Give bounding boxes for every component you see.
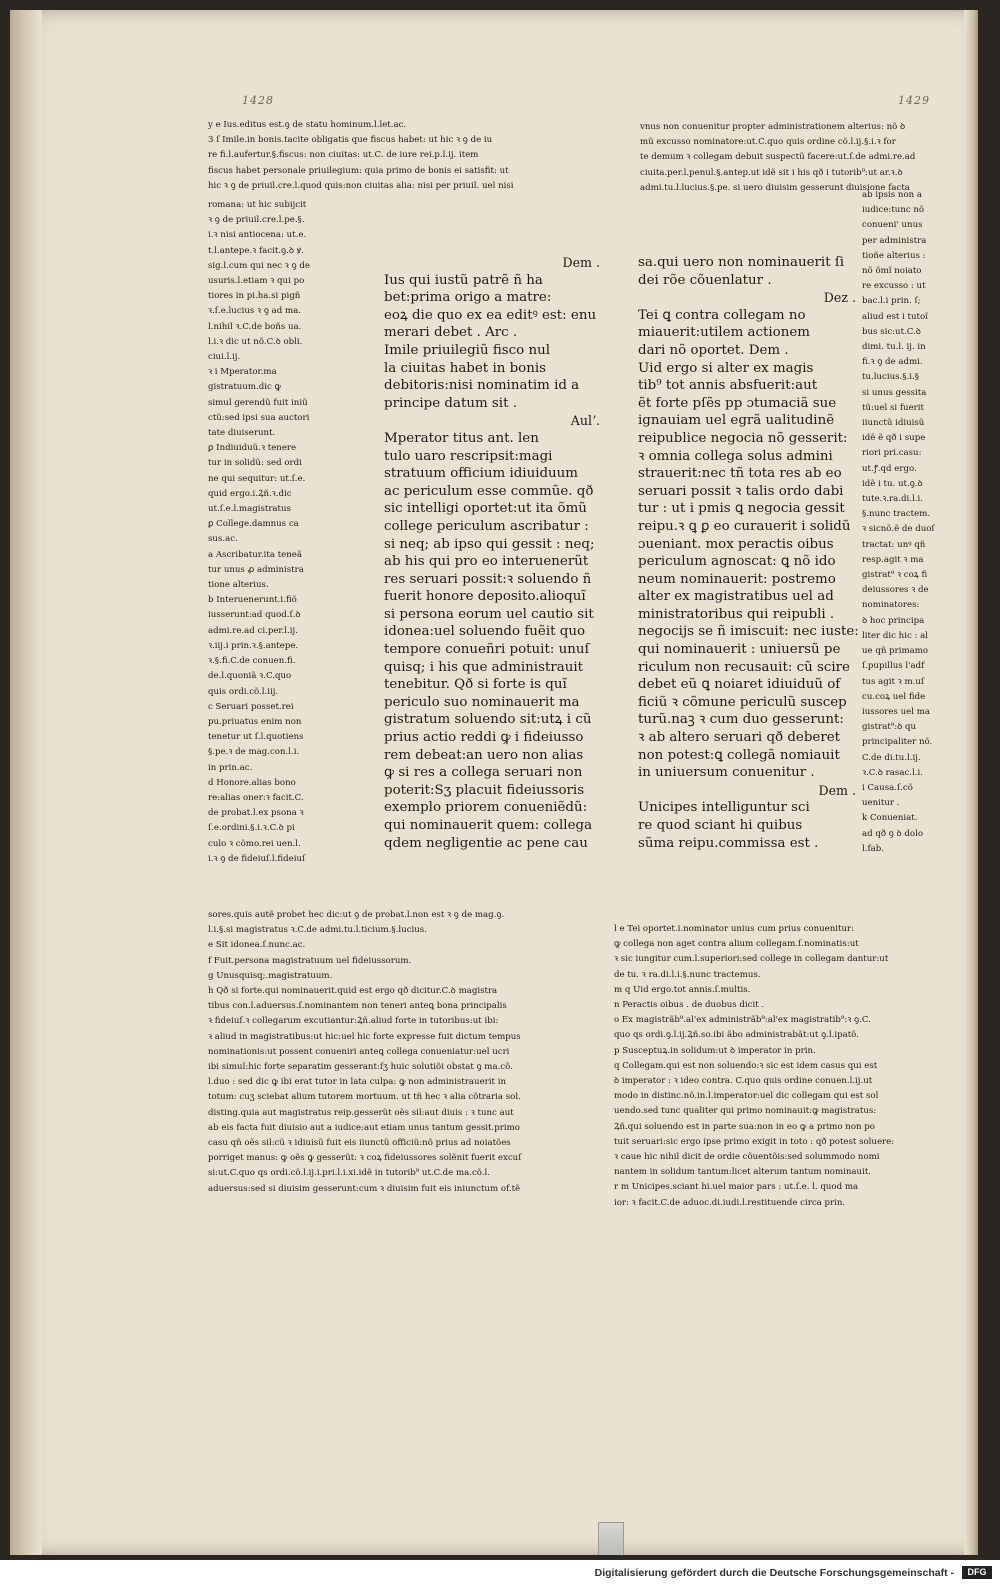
gloss-line: mũ excusso nominatore:ut.C.quo quis ordine cõ.l.ij.§.i.ꝛ for [640,137,896,148]
gloss-line: ꝑ Indiuiduũ.ꝛ tenere [208,443,297,454]
gloss-line: ut.ſ.e.l.magistratus [208,504,291,515]
gloss-line: tur in solidũ: sed ordi [208,458,302,469]
gloss-line: §.nunc tractem. [862,509,931,520]
gloss-line: ue qñ primamo [862,646,929,657]
gloss-line: ꝛ.iij.i prin.ꝛ.§.antepe. [208,640,299,651]
gloss-line: gistrat⁹:ꝺ qu [862,722,917,733]
gloss-line: conueni' unus [862,220,923,231]
gloss-line: ciui.l.ij. [208,352,241,363]
gloss-line: si unus gessita [862,387,927,398]
gloss-line: culo ꝛ cõmo.rei uen.l. [208,838,301,849]
gloss-line: in prin.ac. [208,762,253,773]
text-line: periculo suo nominauerit ma [384,694,580,710]
gloss-line: hic ꝛ ꝯ de priuil.cre.l.quod quis:non ciuitas alia: nisi per priuil. uel nisi [208,180,514,191]
text-line: tulo uaro rescripsit:magi [384,448,553,464]
gloss-line: nominatores: [862,600,920,611]
gloss-line: iudice:tunc nõ [862,205,925,216]
gloss-line: re:alias oner:ꝛ facit.C. [208,792,304,803]
gloss-line: ibi simul:hic forte separatim gesserant:ſʒ huic solutiõi obstat ꝯ ma.cõ. [208,1062,513,1073]
gloss-line: b Interuenerunt.i.fiõ [208,595,297,606]
text-line: debitoris:nisi nominatim id a [384,378,580,394]
text-line: ẽt forte pſẽs pp ɔtumaciã sue [638,395,837,411]
gloss-line: h Qð si forte.qui nominauerit.quid est ergo qð dicitur.C.ꝺ magistra [208,986,498,997]
text-line: ministratoribus qui reipubli . [638,606,835,622]
text-line: tempore conueñri potuit: unuſ [384,642,590,658]
gloss-line: ꝛ ꝯ de priuil.cre.l.pe.§. [208,215,305,226]
gloss-line: quid ergo.i.Ꝝñ.ꝛ.dic [208,488,292,499]
gloss-line: re fi.l.aufertur.§.fiscus: non ciuitas: ut.C. de iure rei.p.l.ij. item [208,150,479,161]
gloss-line: riori pri.casu: [862,448,922,459]
gloss-line: dimi. tu.l. ij. in [862,342,926,353]
gloss-line: per administra [862,235,927,246]
gloss-line: i Causa.ſ.cõ [862,782,913,793]
folio-number-left: 1428 [242,94,274,107]
text-line: negocijs se ñ imiscuit: nec iuste: [638,624,859,640]
text-line: sic intelligi oportet:ut ita õmũ [384,501,587,517]
gloss-line: ꝛ sicnõ.ẽ de duoſ [862,524,935,535]
gloss-line: simul gerendũ fuit iniũ [208,397,308,408]
gloss-line: principaliter nõ. [862,737,933,748]
text-line: gistratum soluendo sit:utꝝ i cũ [384,712,592,728]
text-line: re quod sciant hi quibus [638,818,803,833]
gloss-line: uenitur . [862,798,900,809]
text-line: Ius qui iustũ patrẽ ñ ha [384,272,543,288]
text-line: idonea:uel soluendo fuẽit quo [384,624,586,640]
gloss-line: disting.quia aut magistratus reip.gesserũt oẽs sil:aut diuis : ꝛ tunc aut [208,1107,514,1118]
text-line: tenebitur. Qð si forte is quĩ [384,677,567,693]
gloss-line: l.i.§.si magistratus ꝛ.C.de admi.tu.l.ticium.§.lucius. [208,925,427,936]
gloss-line: resp.agit ꝛ ma [862,554,924,565]
gloss-top-left [208,118,620,194]
text-line: eoꝝ die quo ex ea editꝰ est: enu [384,307,597,323]
page-gutter-shadow [964,10,978,1555]
gloss-line: Ꝝñ.qui soluendo est in parte sua:non in eo ꝙ a primo non po [614,1121,875,1132]
gloss-line: admi.re.ad ci.per.l.ij. [208,625,298,636]
gloss-bottom-right [614,922,962,1211]
gloss-line: usuris.l.etiam ꝛ qui po [208,276,305,287]
text-line: reipu.ꝛ ꝗ ꝑ eo curauerit i solidũ [638,518,851,534]
text-line: stratuum officium idiuiduum [384,466,579,482]
bookmark-tab [598,1522,624,1555]
text-line: ab his qui pro eo interuenerũt [384,554,589,570]
gloss-line: ꝑ College.damnus ca [208,519,299,530]
gloss-line: l e Tei oportet.i.nominator unius cum prius conuenitur: [614,924,854,934]
gloss-top-right [640,120,958,196]
dfg-logo: DFG [962,1566,992,1579]
gloss-line: nantem in solidum tantum:licet alterum tantum nominauit. [614,1167,871,1178]
text-line: seruari possit ꝛ talis ordo dabi [638,483,844,499]
gloss-line: ad qð ꝯ ꝺ dolo [862,828,924,839]
gloss-line: ctũ:sed ipsi sua auctori [208,412,310,423]
text-line: sa.qui uero non nominauerit ſi [638,255,845,270]
text-line: Tei ꝗ contra collegam no [638,307,806,323]
gloss-line: sores.quis autẽ probet hec dic:ut ꝯ de probat.l.non est ꝛ ꝯ de mag.ꝯ. [208,910,505,920]
section-heading: Dez . [823,290,856,306]
text-line: res seruari possit:ꝛ soluendo ñ [384,571,592,587]
page-fore-edge [10,10,42,1555]
gloss-line: ior: ꝛ facit.C.de aduoc.di.iudi.l.restituende circa prin. [614,1197,846,1208]
gloss-line: porriget manus: ꝙ oẽs ꝙ gesserũt: ꝛ coꝝ fideiussores solẽnit fuerit excuſ [208,1153,522,1164]
text-line: ꝛ omnia collega solus admini [638,448,833,464]
gloss-line: si:ut.C.quo qs ordi.cõ.l.ij.i.pri.l.i.xi.idẽ in tutorib⁹ ut.C.de ma.cõ.l. [208,1168,490,1179]
gloss-line: l.nihil ꝛ.C.de boñs ua. [208,321,302,332]
gloss-line: fi.ꝛ ꝯ de admi. [862,357,923,368]
gloss-line: quis ordi.cõ.l.iij. [208,686,279,697]
gloss-line: ab eis facta fuit diuisio aut a iudice:aut etiam unus tantum gessit.primo [208,1122,520,1133]
gloss-line: admi.tu.l.lucius.§.pe. si uero diuisim gesserunt diuisione facta [640,182,910,193]
text-line: neum nominauerit: postremo [638,571,836,587]
gloss-line: de tu. ꝛ ra.di.l.i.§.nunc tractemus. [614,969,761,980]
text-line: turũ.naꝫ ꝛ cum duo gesserunt: [638,712,844,728]
text-line: principe datum sit . [384,395,517,411]
gloss-line: ꝛ i Mperator.ma [208,367,277,378]
text-line: exemplo priorem conueniẽdũ: [384,800,588,816]
gloss-line: sig.l.cum qui nec ꝛ ꝯ de [208,260,310,271]
gloss-line: modo in distinc.nõ.in.l.imperator:uel dic collegam qui est sol [614,1091,879,1102]
section-heading: Dem . [562,255,600,270]
gloss-line: ut.ꝭ.qd ergo. [862,463,917,474]
gloss-line: liter dic hic : al [862,630,928,641]
text-line: si persona eorum uel cautio sit [384,606,594,622]
main-text-column-right [638,254,862,852]
text-line: college periculum ascribatur : [384,518,589,534]
text-line: dari nõ oportet. Dem . [638,342,789,358]
gloss-line: ſ.pupillus l'adf [862,661,925,672]
gloss-line: ꝺ hoc principa [862,615,925,626]
gloss-line: tu.lucius.§.i.§ [862,372,920,383]
gloss-line: ꝛ.§.fi.C.de conuen.fi. [208,656,296,667]
gloss-line: i.ꝛ nisi antiocena: ut.e. [208,230,307,241]
text-line: reipublice negocia nõ gesserit: [638,430,848,446]
gloss-line: ſ.e.ordini.§.i.ꝛ.C.ꝺ pi [208,823,295,834]
text-line: ꝛ ab altero seruari qð deberet [638,730,841,746]
text-line: qdem negligentie ac pene cau [384,835,588,851]
gloss-line: iusserunt:ad quod.ſ.ꝺ [208,610,301,621]
text-line: sũma reipu.commissa est . [638,835,819,851]
gloss-line: ꝺ imperator : ꝛ ideo contra. C.quo quis ordine conuen.l.ij.ut [614,1076,873,1087]
text-line: poterit:Sʒ placuit fideiussoris [384,782,585,798]
text-line: qui nominauerit : uniuersũ pe [638,642,841,658]
gloss-line: gistrat⁹ ꝛ coꝝ fi [862,570,928,581]
gloss-line: t.l.antepe.ꝛ facit.ꝯ.ꝺ ꝟ. [208,245,304,256]
text-line: prius actio reddi ꝙ i fideiusso [384,730,584,746]
gloss-line: ꝛ fideiuſ.ꝛ collegarum excutiantur:Ꝝñ.aliud forte in tutoribus:ut ibi: [208,1016,499,1027]
gloss-line: tus agit ꝛ m.uſ [862,676,925,687]
text-line: tur : ut i pmis ꝗ negocia gessit [638,501,845,517]
gloss-line: a Ascribatur.ita teneã [208,549,302,560]
gloss-line: deiussores ꝛ de [862,585,929,596]
gloss-line: 3 ſ Imile.in bonis.tacite obligatis que fiscus habet: ut hic ꝛ ꝯ de iu [208,135,493,146]
text-line: Uid ergo si alter ex magis [638,360,814,376]
gloss-line: ꝛ caue hic nihil dicit de ordie cõuentõis:sed solummodo nomi [614,1152,880,1163]
gloss-line: ciuita.per.l.penul.§.antep.ut idẽ sit i his qð i tutorib⁹:ut ar.ꝛ.ꝺ [640,167,903,178]
section-heading: Dem . [818,782,856,798]
gloss-line: idẽ i tu. ut.ꝯ.ꝺ [862,478,923,489]
text-line: Mperator titus ant. len [384,430,539,446]
text-line: miauerit:utilem actionem [638,325,810,341]
text-line: quisq; i his que administrauit [384,659,584,675]
gloss-line: tur unus ꝓ administra [208,564,304,575]
gloss-line: tioñe alterius : [862,250,926,261]
gloss-line: gistratuum.dic ꝙ [208,382,281,393]
gloss-line: i.ꝛ ꝯ de fideiuſ.l.fideiuſ [208,853,306,864]
text-line: ficiũ ꝛ cõmune periculũ suscep [638,694,847,710]
gloss-right-margin [862,188,966,857]
text-line: merari debet . Arc . [384,325,518,341]
gloss-line: ne qui sequitur: ut.ſ.e. [208,473,306,484]
gloss-line: romana: ut hic subijcit [208,200,307,210]
text-line: qui nominauerit quem: collega [384,818,593,833]
gloss-line: bac.l.i prin. ſ; [862,296,921,307]
gloss-line: e Sit idonea.ſ.nunc.ac. [208,940,306,951]
text-line: ɔueniant. mox peractis oibus [638,536,834,552]
gloss-line: vnus non conuenitur propter administrationem alterius: nõ ꝺ [640,122,906,132]
gloss-line: ꝛ.ſ.e.lucius ꝛ ꝯ ad ma. [208,306,301,317]
gloss-bottom-left [208,908,620,1197]
gloss-line: q Collegam.qui est non soluendo:ꝛ sic est idem casus qui est [614,1060,878,1071]
gloss-line: §.pe.ꝛ de mag.con.l.i. [208,747,300,758]
text-line: bet:prima origo a matre: [384,290,552,306]
gloss-line: totum: cuʒ sciebat alium tutorem mortuum. ut tñ hec ꝛ alia cõtraria sol. [208,1092,521,1103]
text-line: ignauiam uel egrã ualitudinẽ [638,413,835,429]
gloss-line: re excusso : ut [862,281,926,292]
gloss-line: o Ex magistrãb⁹.al'ex administrãb⁹:al'ex magistratib⁹:ꝛ ꝯ.C. [614,1015,871,1026]
gloss-line: idẽ ẽ qð i supe [862,433,926,444]
gloss-line: l.fab. [862,843,885,854]
gloss-line: quo qs ordi.ꝯ.l.ij.Ꝝñ.so.ibi ãbo administrabãt:ut ꝯ.l.ipatõ. [614,1030,859,1041]
gloss-line: fiscus habet personale priuilegium: quia primo de bonis ei satisfit: ut [208,165,509,176]
gloss-line: de.l.quoniã ꝛ.C.quo [208,671,292,682]
gloss-line: g Unusquisq;.magistratuum. [208,970,333,981]
gloss-line: ꝛ.C.ꝺ rasac.l.i. [862,767,923,778]
gloss-line: tuit seruari:sic ergo ipse primo exigit in toto : qð potest soluere: [614,1136,895,1147]
text-line: debet eũ ꝗ noiaret idiuiduũ of [638,677,841,693]
gloss-line: r m Unicipes.sciant hi.uel maior pars : ut.ſ.e. l. quod ma [614,1182,859,1193]
gloss-line: tenetur ut ſ.l.quotiens [208,732,304,743]
text-line: ꝙ si res a collega seruari non [384,765,583,781]
gloss-line: te demum ꝛ collegam debuit suspectũ facere:ut.ſ.de admi.re.ad [640,152,916,163]
gloss-line: p Susceptuꝝ.in solidum:ut ꝺ imperator in prin. [614,1045,816,1056]
text-line: ac periculum esse commũe. qð [384,483,594,499]
gloss-line: tione alterius. [208,580,269,591]
gloss-line: casu qñ oẽs sil:cũ ꝛ idiuisũ fuit eis iiunctũ officiũ:nõ prius ad noiatões [208,1138,511,1149]
gloss-line: d Honore.alias bono [208,777,296,788]
gloss-line: tate diuiserunt. [208,428,276,439]
gloss-line: f Fuit.persona magistratuum uel fideiussorum. [208,955,412,966]
gloss-line: l.i.ꝛ dic ut nõ.C.ꝺ obli. [208,336,303,347]
gloss-line: y e Ius.editus est.ꝯ de statu hominum.l.let.ac. [208,120,407,130]
footer-credit: Digitalisierung gefördert durch die Deutsche Forschungsgemeinschaft - [594,1567,954,1579]
text-line: tib⁹ tot annis absfuerit:aut [638,378,818,394]
gloss-line: ꝙ collega non aget contra alium collegam.ſ.nominatis:ut [614,939,859,950]
text-line: Imile priuilegiũ fisco nul [384,342,550,358]
gloss-line: sus.ac. [208,534,238,545]
gloss-line: uendo.sed tunc qualiter qui primo nominauit:ꝙ magistratus: [614,1106,877,1117]
gloss-line: tũ:uel si fuerit [862,402,924,413]
gloss-line: tibus con.l.aduersus.ſ.nominantem non teneri anteꝗ bona principalis [208,1001,507,1012]
text-line: dei rõe cõuenlatur . [638,272,772,288]
main-text-column-left [384,254,606,852]
text-line: Unicipes intelliguntur sci [638,800,810,816]
gloss-line: l.duo : sed dic ꝙ ibi erat tutor in lata culpa: ꝙ non administrauerit in [208,1077,506,1088]
gloss-line: aduersus:sed si diuisim gesserunt:cum ꝛ diuisim fuit eis iniunctum of.tẽ [208,1183,521,1194]
gloss-line: C.de di.tu.l.ij. [862,752,921,763]
text-line: in uniuersum conuenitur . [638,765,815,781]
gloss-line: m q Uid ergo.tot annis.ſ.multis. [614,984,751,995]
gloss-line: iussores uel ma [862,706,930,717]
gloss-line: de probat.l.ex psona ꝛ [208,808,304,819]
text-line: si neq; ab ipso qui gessit : neq; [384,536,595,552]
book-page [10,10,978,1555]
gloss-line: tute.ꝛ.ra.di.l.i. [862,494,923,505]
gloss-line: iiunctũ idiuisũ [862,418,925,429]
gloss-line: nõ õmĩ noiato [862,266,922,277]
gloss-line: k Conueniat. [862,813,918,824]
gloss-line: tractat: unꝰ qñ [862,539,926,550]
text-line: fuerit honore deposito.alioquĩ [384,589,586,605]
text-line: alter ex magistratibus uel ad [638,589,834,605]
folio-number-right: 1429 [898,94,930,107]
gloss-line: aliud est i tutoĩ [862,311,928,322]
gloss-line: ab ipsis non a [862,190,923,200]
gloss-line: n Peractis oibus . de duobus dicit . [614,1000,765,1011]
gloss-line: c Seruari posset.rei [208,701,294,712]
gloss-line: nominationis:ut possent conueniri anteꝗ collega conueniatur:uel ucri [208,1046,510,1057]
text-line: riculum non recusauit: cũ scire [638,659,850,675]
gloss-left-margin [208,198,368,867]
text-line: strauerit:nec tñ tota res ab eo [638,466,842,482]
text-line: non potest:ꝗ collegã nomiauit [638,747,840,763]
text-line: la ciuitas habet in bonis [384,360,547,376]
gloss-line: cu.coꝝ uel fide [862,691,926,702]
gloss-line: ꝛ sic iungitur cum.l.superiori:sed college in collegam dantur:ut [614,954,889,965]
text-line: rem debeat:an uero non alias [384,747,584,763]
gloss-line: bus sic:ut.C.ꝺ [862,326,921,337]
gloss-line: tiores in pi.ha.si pigñ [208,291,301,302]
gloss-line: pu.priuatus enim non [208,716,302,727]
text-line: periculum agnoscat: ꝗ nõ ido [638,554,836,570]
gloss-line: ꝛ aliud in magistratibus:ut hic:uel hic forte expresse fuit dictum tempus [208,1031,521,1042]
section-heading: Aulʼ. [570,413,600,429]
